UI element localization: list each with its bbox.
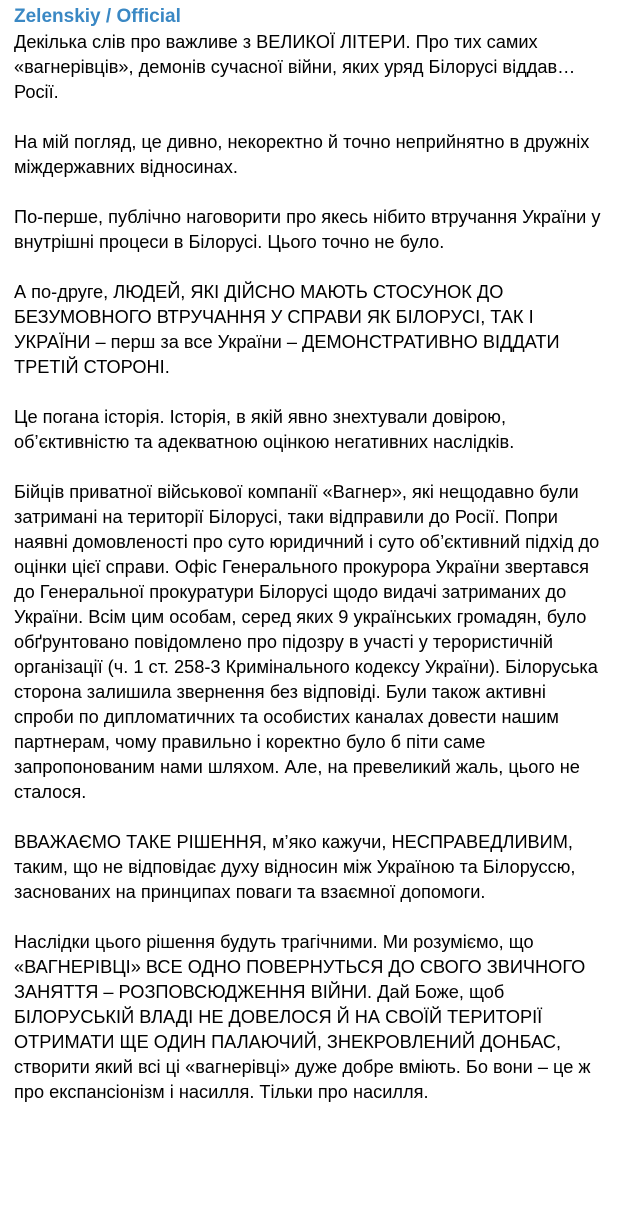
channel-post <box>14 4 606 1105</box>
post-paragraph: По-перше, публічно наговорити про якесь нібито втручання України у внутрішні процеси в Білорусі. Цього точно не було. <box>14 207 601 252</box>
post-paragraph: ВВАЖАЄМО ТАКЕ РІШЕННЯ, м’яко кажучи, НЕСПРАВЕДЛИВИМ, таким, що не відповідає духу відносин між Україною та Білоруссю, заснованих на принципах поваги та взаємної допомоги. <box>14 832 576 902</box>
post-paragraph: Декілька слів про важливе з ВЕЛИКОЇ ЛІТЕРИ. Про тих самих «вагнерівців», демонів сучасної війни, яких уряд Білорусі віддав… Росії. <box>14 32 576 102</box>
post-paragraph: Наслідки цього рішення будуть трагічними. Ми розуміємо, що «ВАГНЕРІВЦІ» ВСЕ ОДНО ПОВЕРНУТЬСЯ ДО СВОГО ЗВИЧНОГО ЗАНЯТТЯ – РОЗПОВСЮДЖЕННЯ ВІЙНИ. Дай Боже, щоб БІЛОРУСЬКІЙ ВЛАДІ НЕ ДОВЕЛОСЯ Й НА СВОЇЙ ТЕРИТОРІЇ ОТРИМАТИ ЩЕ ОДИН ПАЛАЮЧИЙ, ЗНЕКРОВЛЕНИЙ ДОНБАС, створити який всі ці «вагнерівці» дуже добре вміють. Бо вони – це ж про експансіонізм і насилля. Тільки про насилля. <box>14 932 591 1102</box>
post-paragraph: Бійців приватної військової компанії «Вагнер», які нещодавно були затримані на території Білорусі, таки відправили до Росії. Попри наявні домовленості про суто юридичний і суто об’єктивний підхід до оцінки цієї справи. Офіс Генерального прокурора України звертався до Генеральної прокуратури Білорусі щодо видачі затриманих до України. Всім цим особам, серед яких 9 українських громадян, було обґрунтовано повідомлено про підозру в участі у терористичній організації (ч. 1 ст. 258-3 Кримінального кодексу України). Білоруська сторона залишила звернення без відповіді. Були також активні спроби по дипломатичних та особистих каналах довести нашим партнерам, чому правильно і коректно було б піти саме запропонованим нами шляхом. Але, на превеликий жаль, цього не сталося. <box>14 482 600 802</box>
post-paragraph: На мій погляд, це дивно, некоректно й точно неприйнятно в дружніх міждержавних відносинах. <box>14 132 590 177</box>
post-body <box>14 30 606 1105</box>
channel-name-link[interactable]: Zelenskiy / Official <box>14 6 181 27</box>
post-paragraph: А по-друге, ЛЮДЕЙ, ЯКІ ДІЙСНО МАЮТЬ СТОСУНОК ДО БЕЗУМОВНОГО ВТРУЧАННЯ У СПРАВИ ЯК БІЛОРУСІ, ТАК І УКРАЇНИ – перш за все України – ДЕМОНСТРАТИВНО ВІДДАТИ ТРЕТІЙ СТОРОНІ. <box>14 282 560 377</box>
post-paragraph: Це погана історія. Історія, в якій явно знехтували довірою, об’єктивністю та адекватною оцінкою негативних наслідків. <box>14 407 515 452</box>
